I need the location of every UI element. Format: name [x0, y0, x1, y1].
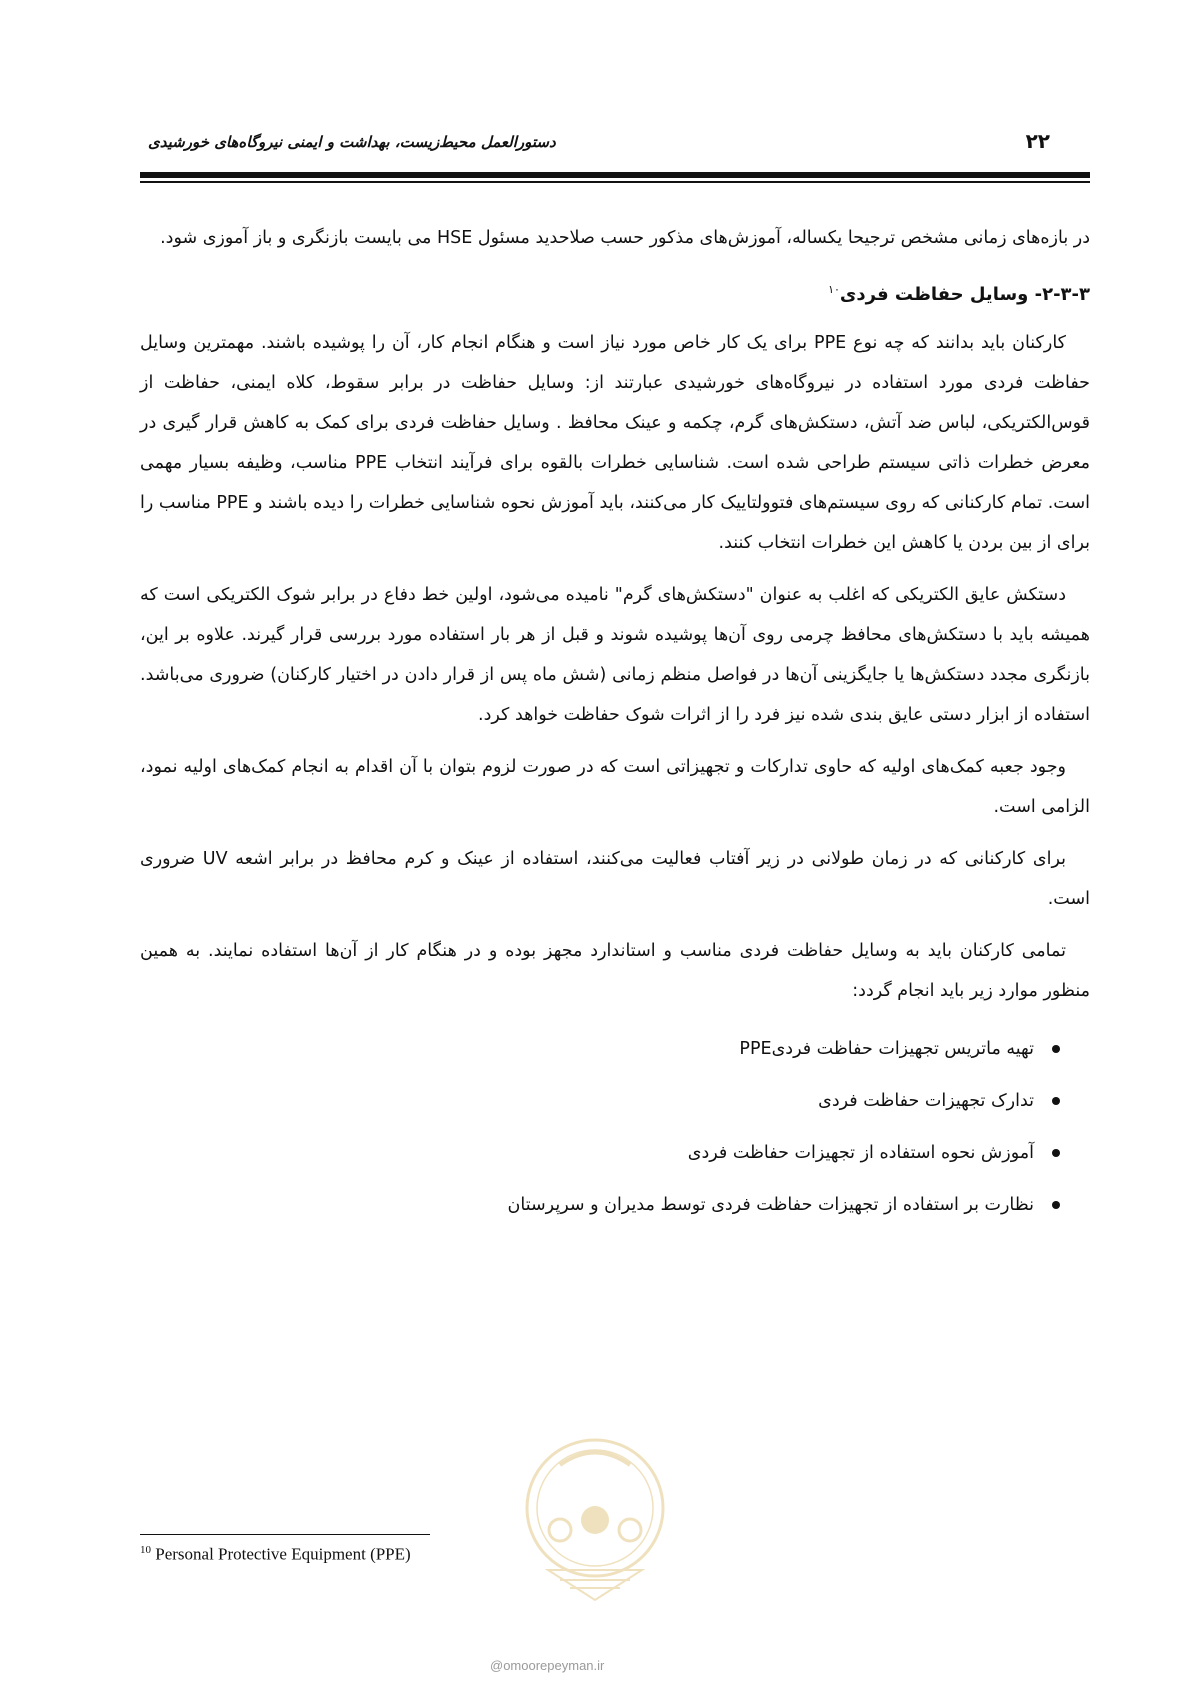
main-content: [140, 218, 1090, 1231]
footnote-number: 10: [140, 1544, 151, 1556]
paragraph-ppe-overview: کارکنان باید بدانند که چه نوع PPE برای یک کار خاص مورد نیاز است و هنگام انجام کار، آن را پوشیده باشند. مهمترین وسایل حفاظت فردی مورد استفاده در نیروگاه‌های خورشیدی عبارتند از: وسایل حفاظت در برابر سقوط، کلاه ایمنی، حفاظت از قوس‌الکتریکی، لباس ضد آتش، دستکش‌های گرم، چکمه و عینک محافظ . وسایل حفاظت فردی برای کمک به کاهش قرار گیری در معرض خطرات ذاتی سیستم طراحی شده است. شناسایی خطرات بالقوه برای فرآیند انتخاب PPE مناسب، وظیفه بسیار مهمی است. تمام کارکنانی که روی سیستم‌های فتوولتاییک کار می‌کنند، باید آموزش نحوه شناسایی خطرات را دیده باشند و PPE مناسب را برای از بین بردن یا کاهش این خطرات انتخاب کنند.: [140, 333, 1090, 553]
bullet-icon: [1052, 1149, 1060, 1157]
watermark-url: @omoorepeyman.ir: [490, 1658, 605, 1673]
page-number: ۲۲: [1025, 129, 1050, 153]
watermark-seal-icon: [520, 1420, 670, 1610]
footnote-text: Personal Protective Equipment (PPE): [155, 1544, 411, 1564]
requirements-list: [140, 1023, 1090, 1231]
paragraph-uv-protection: برای کارکنانی که در زمان طولانی در زیر آفتاب فعالیت می‌کنند، استفاده از عینک و کرم محافظ در برابر اشعه UV ضروری است.: [140, 849, 1090, 909]
list-item: نظارت بر استفاده از تجهیزات حفاظت فردی توسط مدیران و سرپرستان: [140, 1179, 1060, 1231]
section-heading-text: ۲-۳-۳- وسایل حفاظت فردی: [839, 284, 1090, 305]
header-rule-thin: [140, 181, 1090, 183]
paragraph-requirements: تمامی کارکنان باید به وسایل حفاظت فردی مناسب و استاندارد مجهز بوده و در هنگام کار از آن‌ها استفاده نمایند. به همین منظور موارد زیر باید انجام گردد:: [140, 941, 1090, 1001]
footnote-ref: ۱۰: [828, 283, 840, 296]
list-item: تهیه ماتریس تجهیزات حفاظت فردیPPE: [140, 1023, 1060, 1075]
paragraph-insulating-gloves: دستکش عایق الکتریکی که اغلب به عنوان "دستکش‌های گرم" نامیده می‌شود، اولین خط دفاع در برابر شوک الکتریکی است که همیشه باید با دستکش‌های محافظ چرمی روی آن‌ها پوشیده شوند و قبل از هر بار استفاده مورد بررسی قرار گیرند. علاوه بر این، بازنگری مجدد دستکش‌ها یا جایگزینی آن‌ها در فواصل منظم زمانی (شش ماه پس از قرار دادن در اختیار کارکنان) ضروری می‌باشد. استفاده از ابزار دستی عایق بندی شده نیز فرد را از اثرات شوک حفاظت خواهد کرد.: [140, 585, 1090, 725]
bullet-icon: [1052, 1045, 1060, 1053]
bullet-icon: [1052, 1201, 1060, 1209]
footnote: [140, 1544, 411, 1565]
list-item: تدارک تجهیزات حفاظت فردی: [140, 1075, 1060, 1127]
running-title: دستورالعمل محیط‌زیست، بهداشت و ایمنی نیروگاه‌های خورشیدی: [148, 133, 556, 151]
section-heading: [140, 270, 1090, 315]
intro-paragraph: در بازه‌های زمانی مشخص ترجیحا یکساله، آموزش‌های مذکور حسب صلاحدید مسئول HSE می بایست بازنگری و باز آموزی شود.: [160, 228, 1090, 248]
bullet-icon: [1052, 1097, 1060, 1105]
paragraph-first-aid: وجود جعبه کمک‌های اولیه که حاوی تدارکات و تجهیزاتی است که در صورت لزوم بتوان با آن اقدام به انجام کمک‌های اولیه نمود، الزامی است.: [140, 757, 1090, 817]
list-item: آموزش نحوه استفاده از تجهیزات حفاظت فردی: [140, 1127, 1060, 1179]
footnote-rule: [140, 1534, 430, 1535]
header-rule-thick: [140, 172, 1090, 178]
page-header: [140, 125, 1050, 161]
